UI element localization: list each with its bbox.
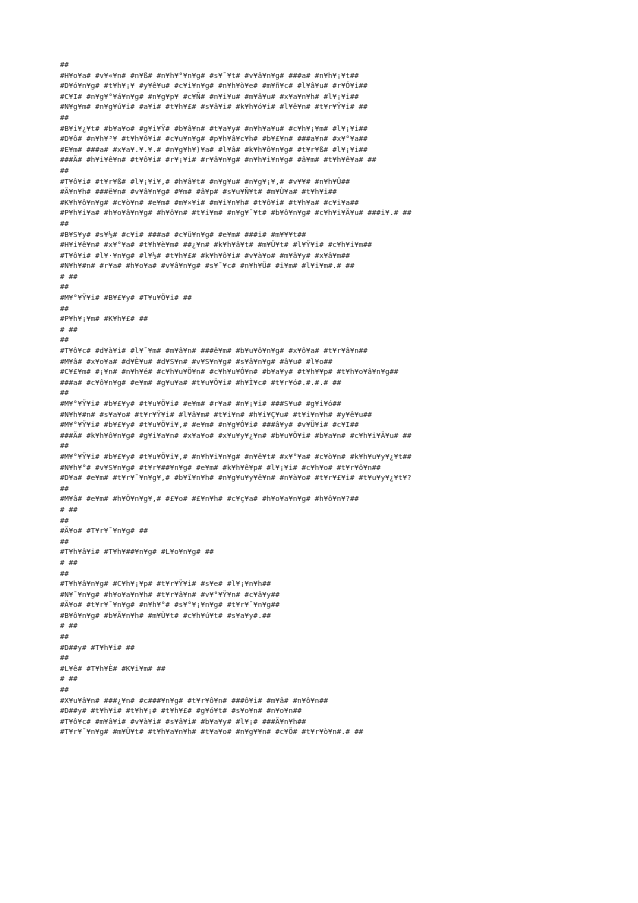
- text-line: #M¥°¥Ÿ¥i# #B¥£¥y# #T¥u¥Ö¥i# ##: [60, 293, 192, 303]
- text-line: ##: [60, 112, 69, 122]
- text-line: #Ä¥o# #t¥r¥¯¥n¥g# #n¥h¥°# #s¥°¥¡¥n¥g# #t¥r¥¯¥n¥g##: [60, 600, 280, 610]
- text-line: # ##: [60, 674, 78, 684]
- text-line: #N¥h¥#n# #r¥a# #h¥o¥a# #v¥â¥n¥g# #s¥¯¥c# #n¥h¥Ü# #i¥m# #l¥i¥m#.# ##: [60, 261, 355, 271]
- text-line: #B¥S¥y# #s¥½# #c¥i# ###a# #c¥ü¥n¥g# #e¥m# ###i# #m¥¥¥t##: [60, 229, 307, 239]
- text-line: # ##: [60, 557, 78, 567]
- text-line: #M¥°¥Ÿ¥i# #b¥£¥y# #t¥u¥Ö¥i# #e¥m# #r¥a# #n¥¡¥i# ###S¥u# #g¥i¥ó##: [60, 399, 342, 408]
- text-line: #D¥a# #e¥m# #t¥r¥¯¥n¥g¥,# #b¥ï¥n¥h# #n¥g¥u¥y¥ê¥n# #n¥à¥o# #t¥r¥£¥i# #t¥u¥y¥¿¥t¥?: [60, 473, 412, 483]
- text-line: # ##: [60, 621, 78, 631]
- text-line: #M¥°¥Ÿ¥i# #b¥£¥y# #t¥u¥Ö¥i¥,# #e¥m# #n¥g¥Ó¥i# ###â¥y# #v¥Ü¥i# #c¥I##: [60, 420, 359, 430]
- text-line: #D¥ô# #n¥h¥³¥ #t¥h¥ô¥i# #c¥u¥n¥g# #p¥h¥â¥c¥h# #b¥£¥n# ###a¥n# #x¥°¥a##: [60, 134, 368, 144]
- text-line: #P¥h¥i¥a# #h¥o¥â¥n¥g# #h¥ô¥n# #t¥i¥m# #n¥g¥¯¥t# #b¥ô¥n¥g# #c¥h¥i¥Ä¥u# ###i¥.# ##: [60, 208, 412, 218]
- text-line: ##: [60, 632, 69, 642]
- text-line: #E¥m# ###a# #x¥a¥.¥.¥.# #n¥g¥h¥)¥a# #l¥â# #k¥h¥ô¥n¥g# #t¥r¥ß# #l¥¡¥i##: [60, 144, 368, 154]
- text-line: #B¥i¥¿¥t# #b¥a¥o# #g¥i¥Ÿ# #b¥â¥n# #t¥a¥y# #n¥h¥a¥u# #c¥h¥¡¥m# #l¥¡¥i##: [60, 123, 368, 133]
- text-line: #H¥o¥a# #v¥«¥n# #n¥ß# #n¥h¥°¥n¥g# #s¥¯¥t# #v¥â¥n¥g# ###a# #n¥h¥¡¥t##: [60, 70, 359, 80]
- text-line: #T¥ô¥c# #d¥à¥i# #l¥¯¥m# #m¥â¥n# ###ê¥m# #b¥u¥ô¥n¥g# #x¥ô¥a# #t¥r¥â¥n##: [60, 346, 368, 356]
- text-line: ###Ä# #k¥h¥ô¥n¥g# #g¥i¥a¥n# #x¥a¥o# #x¥u¥y¥¿¥n# #b¥u¥Ö¥i# #b¥a¥n# #c¥h¥i¥Ä¥u# ##: [60, 430, 412, 440]
- text-line: #M¥â# #e¥m# #h¥Ö¥n¥g¥,# #£¥o# #£¥n¥h# #c¥ç¥a# #h¥o¥a¥n¥g# #h¥ô¥n¥?##: [60, 494, 359, 504]
- text-line: ##: [60, 218, 69, 228]
- text-line: # ##: [60, 271, 78, 281]
- text-line: # ##: [60, 504, 78, 514]
- text-line: #N¥h¥°# #v¥S¥n¥g# #t¥r¥##¥n¥g# #e¥m# #k¥h¥ê¥p# #l¥¡¥i# #c¥h¥o# #t¥r¥ô¥n##: [60, 462, 381, 472]
- text-line: ##: [60, 515, 69, 525]
- text-line: #C¥£¥m# #¡¥n# #n¥h¥é# #c¥h¥u¥Ö¥n# #c¥h¥u¥Ó¥n# #b¥a¥y# #t¥h¥¥p# #t¥h¥o¥â¥n¥g##: [60, 367, 399, 377]
- text-line: #K¥h¥ô¥n¥g# #c¥ò¥n# #e¥m# #m¥×¥i# #m¥i¥n¥h# #t¥ô¥i# #t¥h¥a# #c¥i¥a##: [60, 197, 359, 207]
- text-line: #L¥ê# #T¥h¥È# #K¥i¥m# ##: [60, 663, 166, 673]
- text-line: #T¥r¥¯¥n¥g# #m¥Ü¥t# #t¥h¥a¥n¥h# #t¥a¥o# #n¥g¥¥n# #c¥Ö# #t¥r¥ò¥n#.# ##: [60, 727, 364, 737]
- text-line: ###a# #c¥ô¥n¥g# #e¥m# #g¥u¥a# #t¥u¥Ö¥i# #h¥Ì¥c# #t¥r¥ó#.#.#.# ##: [60, 377, 342, 387]
- text-line: #H¥i¥ê¥n# #x¥°¥a# #t¥h¥è¥m# ##¿¥n# #k¥h¥â¥t# #m¥Ü¥t# #l¥Ÿ¥i# #c¥h¥i¥m##: [60, 240, 372, 250]
- document-body: [60, 60, 620, 738]
- text-line: #N¥h¥#n# #s¥a¥o# #t¥r¥Ÿ¥i# #l¥â¥m# #t¥i¥n# #h¥i¥Ç¥u# #t¥i¥n¥h# #y¥ê¥u##: [60, 409, 372, 419]
- text-line: #M¥â# #x¥o¥a# #d¥È¥u# #d¥S¥n# #v¥S¥n¥g# #s¥â¥n¥g# #â¥u# #l¥o##: [60, 356, 333, 366]
- text-line: ##: [60, 536, 69, 546]
- text-line: #P¥h¥¡¥m# #K¥h¥£# ##: [60, 314, 148, 324]
- text-line: #T¥h¥â¥n¥g# #C¥h¥¡¥p# #t¥r¥Ÿ¥i# #s¥e# #l¥¡¥n¥h##: [60, 579, 271, 589]
- text-line: ##: [60, 165, 69, 175]
- text-line: #D¥ó¥n¥g# #t¥h¥¡¥ #y¥ê¥u# #c¥i¥n¥g# #n¥h¥ò¥e# #m¥ñ¥c# #l¥â¥u# #r¥Ó¥i##: [60, 81, 368, 91]
- text-line: ##: [60, 653, 69, 663]
- text-line: ##: [60, 388, 69, 398]
- text-line: ##: [60, 282, 69, 292]
- text-line: ##: [60, 685, 69, 695]
- text-line: #T¥h¥â¥i# #T¥h¥##¥n¥g# #L¥o¥n¥g# ##: [60, 547, 214, 557]
- text-line: #T¥ô¥i# #l¥·¥n¥g# #l¥½# #t¥h¥£# #k¥h¥ô¥i# #v¥à¥o# #m¥â¥y# #x¥â¥m##: [60, 250, 350, 260]
- text-line: ##: [60, 483, 69, 493]
- text-line: #D##y# #T¥h¥i# ##: [60, 642, 135, 652]
- text-line: ##: [60, 568, 69, 578]
- text-line: #C¥I# #n¥g¥°¥á¥n¥g# #n¥g¥p¥ #c¥Ñ# #n¥i¥u# #m¥â¥u# #x¥a¥n¥h# #l¥¡¥i##: [60, 91, 359, 101]
- text-line: #Ä¥o# #T¥r¥¯¥n¥g# ##: [60, 526, 148, 536]
- text-line: #T¥ô¥c# #m¥â¥i# #v¥à¥i# #s¥â¥i# #b¥a¥y# #l¥¡# ###Ä¥n¥h##: [60, 716, 307, 726]
- text-line: ##: [60, 335, 69, 345]
- text-line: #D##y# #t¥h¥i# #t¥h¥¡# #t¥h¥£# #g¥ó¥t# #s¥o¥n# #n¥o¥n##: [60, 706, 302, 716]
- text-line: #N¥g¥m# #n¥g¥ú¥i# #a¥i# #t¥h¥£# #s¥â¥i# #k¥h¥ó¥i# #l¥ê¥n# #t¥r¥Ÿ¥i# ##: [60, 102, 368, 112]
- text-line: # ##: [60, 324, 78, 334]
- text-line: #M¥°¥Ÿ¥i# #b¥£¥y# #t¥u¥Ö¥i¥,# #n¥h¥i¥n¥g# #n¥ê¥t# #x¥°¥a# #c¥ò¥n# #k¥h¥u¥y¥¿¥t##: [60, 451, 412, 461]
- text-line: #X¥u¥â¥n# ###¿¥n# #c###¥n¥g# #t¥r¥ô¥n# ###ô¥i# #m¥â# #n¥ô¥n##: [60, 695, 328, 705]
- text-line: ##: [60, 60, 69, 69]
- text-line: ###Ä# #h¥i¥ê¥n# #t¥ô¥i# #r¥¡¥i# #r¥â¥n¥g# #n¥h¥i¥n¥g# #â¥m# #t¥h¥ê¥a# ##: [60, 155, 377, 165]
- text-line: ##: [60, 441, 69, 451]
- text-line: #T¥ô¥i# #t¥r¥ß# #l¥¡¥i¥,# #h¥â¥t# #n¥g¥u# #n¥g¥¡¥,# #v¥¥# #n¥h¥Û##: [60, 176, 350, 186]
- text-line: #N¥¯¥n¥g# #h¥o¥a¥n¥h# #t¥r¥â¥n# #v¥°¥Ÿ¥n# #c¥â¥y##: [60, 589, 280, 599]
- text-line: ##: [60, 303, 69, 313]
- text-line: #Ä¥n¥h# ###ë¥n# #v¥â¥n¥g# #¥m# #â¥p# #s¥u¥Ñ¥t# #m¥Ù¥a# #t¥h¥i##: [60, 187, 337, 197]
- text-line: #B¥ô¥n¥g# #b¥Ä¥n¥h# #m¥Ù¥t# #c¥h¥ú¥t# #s¥a¥y#.##: [60, 610, 271, 620]
